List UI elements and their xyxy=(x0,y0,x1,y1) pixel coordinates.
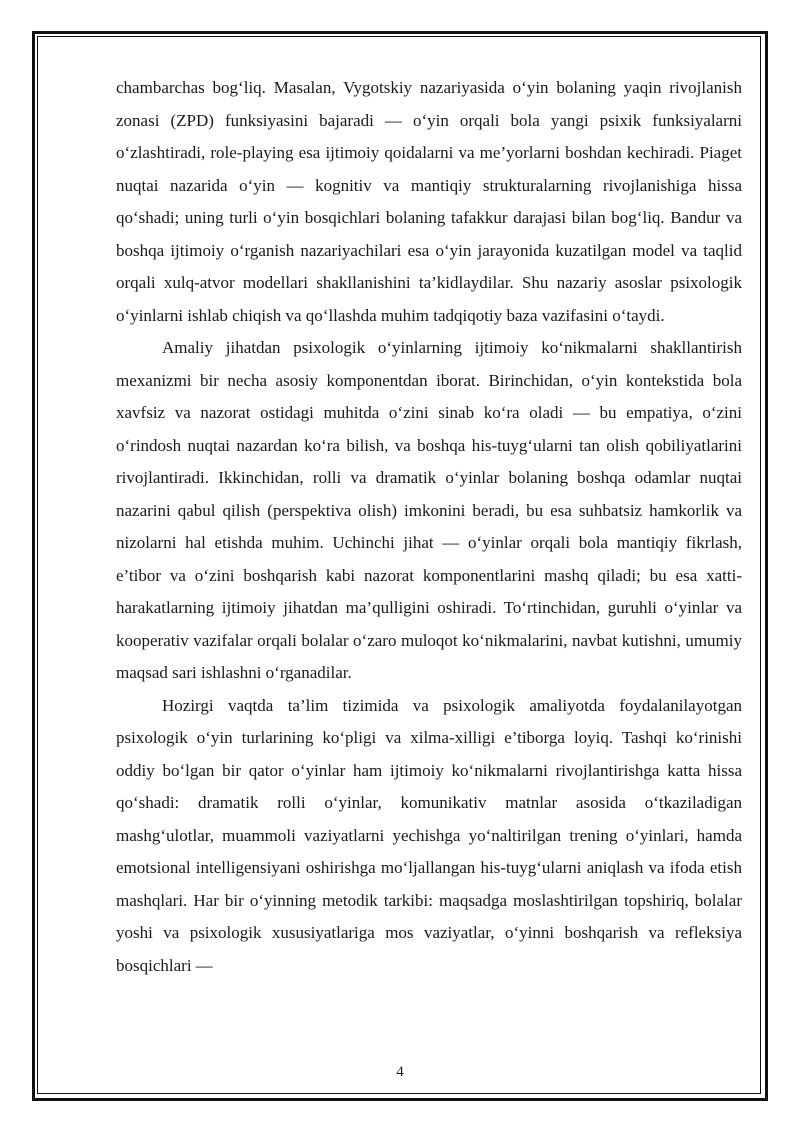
paragraph-2: Amaliy jihatdan psixologik o‘yinlarning ijtimoiy ko‘nikmalarni shakllantirish mexanizmi bir necha asosiy komponentdan iborat. Birinchidan, o‘yin kontekstida bola xavfsiz va nazorat ostidagi muhitda o‘zini sinab ko‘ra oladi — bu empatiya, o‘zini o‘rindosh nuqtai nazardan ko‘ra bilish, va boshqa his-tuyg‘ularni tan olish qobiliyatlarini rivojlantiradi. Ikkinchidan, rolli va dramatik o‘yinlar bolaning boshqa odamlar nuqtai nazarini qabul qilish (perspektiva olish) imkonini beradi, bu esa suhbatsiz hamkorlik va nizolarni hal etishda muhim. Uchinchi jihat — o‘yinlar orqali bola mantiqiy fikrlash, e’tibor va o‘zini boshqarish kabi nazorat komponentlarini mashq qiladi; bu esa xatti-harakatlarning ijtimoiy jihatdan ma’qulligini oshiradi. To‘rtinchidan, guruhli o‘yinlar va kooperativ vazifalar orqali bolalar o‘zaro muloqot ko‘nikmalarini, navbat kutishni, umumiy maqsad sari ishlashni o‘rganadilar. xyxy=(116,338,742,682)
paragraph-1: chambarchas bog‘liq. Masalan, Vygotskiy nazariyasida o‘yin bolaning yaqin rivojlanish zonasi (ZPD) funksiyasini bajaradi — o‘yin orqali bola yangi psixik funksiyalarni o‘zlashtiradi, role-playing esa ijtimoiy qoidalarni va me’yorlarni boshdan kechiradi. Piaget nuqtai nazarida o‘yin — kognitiv va mantiqiy strukturalarning rivojlanishiga hissa qo‘shadi; uning turli o‘yin bosqichlari bolaning tafakkur darajasi bilan bog‘liq. Bandur va boshqa ijtimoiy o‘rganish nazariyachilari esa o‘yin jarayonida kuzatilgan model va taqlid orqali xulq-atvor modellari shakllanishini ta’kidlaydilar. Shu nazariy asoslar psixologik o‘yinlarni ishlab chiqish va qo‘llashda muhim tadqiqotiy baza vazifasini o‘taydi. xyxy=(116,78,742,325)
page-body xyxy=(116,72,742,982)
paragraph-3: Hozirgi vaqtda ta’lim tizimida va psixologik amaliyotda foydalanilayotgan psixologik o‘yin turlarining ko‘pligi va xilma-xilligi e’tiborga loyiq. Tashqi ko‘rinishi oddiy bo‘lgan bir qator o‘yinlar ham ijtimoiy ko‘nikmalarni rivojlantirishga katta hissa qo‘shadi: dramatik rolli o‘yinlar, komunikativ matnlar asosida o‘tkaziladigan mashg‘ulotlar, muammoli vaziyatlarni yechishga yo‘naltirilgan trening o‘yinlari, hamda emotsional intelligensiyani oshirishga mo‘ljallangan his-tuyg‘ularni aniqlash va ifoda etish mashqlari. Har bir o‘yinning metodik tarkibi: maqsadga moslashtirilgan topshiriq, bolalar yoshi va psixologik xususiyatlariga mos vaziyatlar, o‘yinni boshqarish va refleksiya bosqichlari — xyxy=(116,695,742,975)
page-number: 4 xyxy=(396,1064,404,1080)
